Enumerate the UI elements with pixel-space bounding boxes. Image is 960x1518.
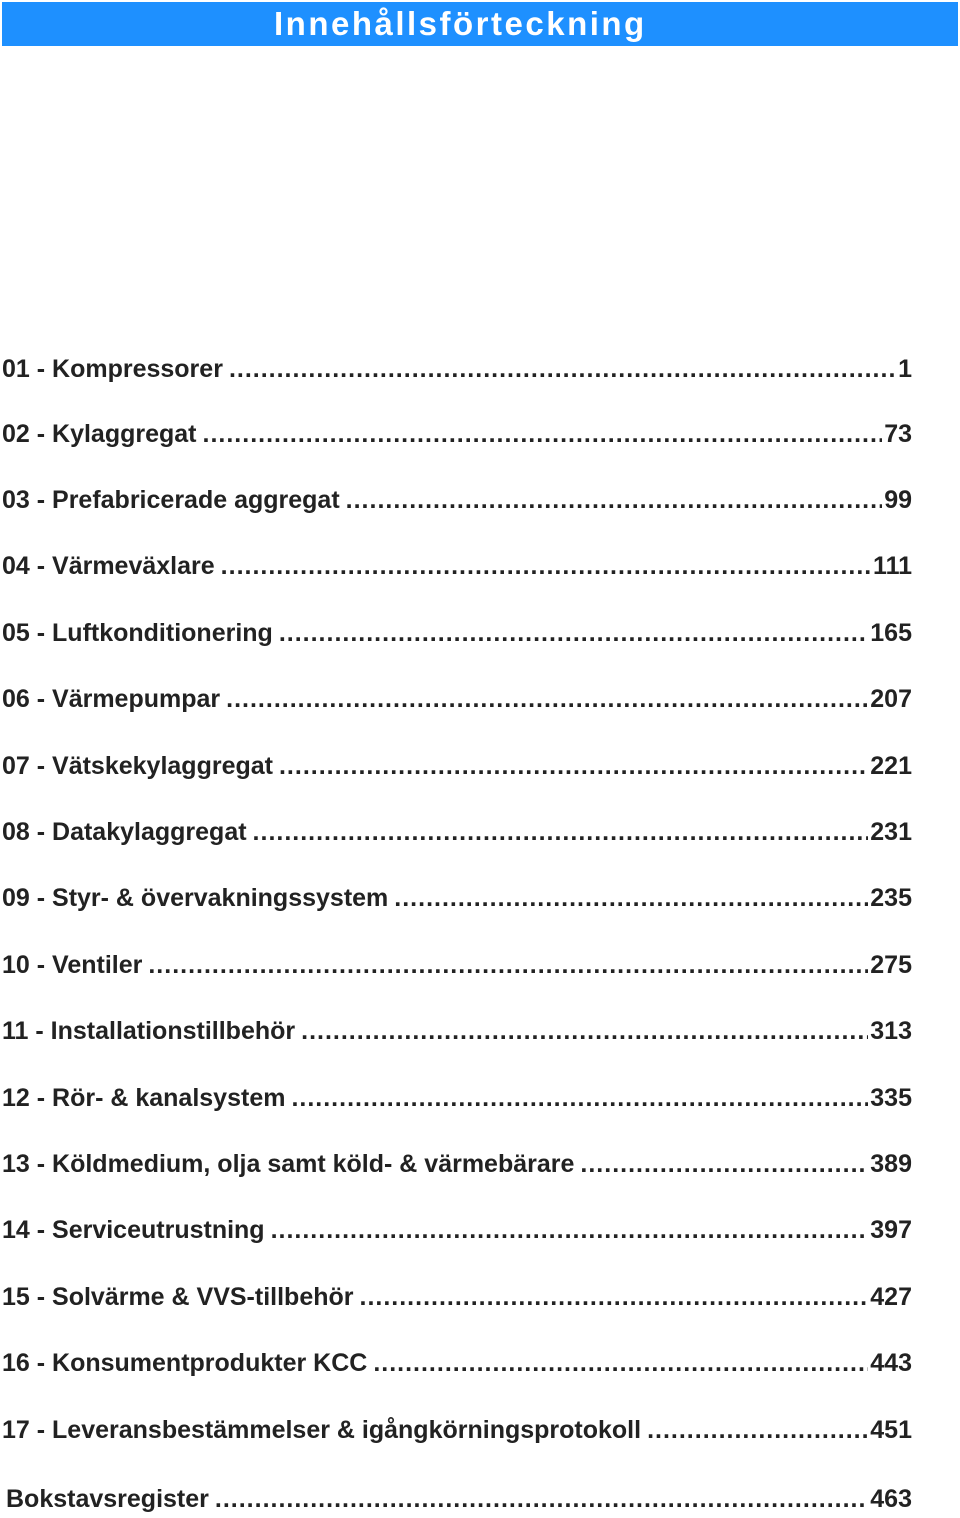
toc-entry-page: 275 xyxy=(870,951,912,979)
toc-entry-label: 02 - Kylaggregat xyxy=(2,420,197,448)
toc-entry-04[interactable] xyxy=(2,551,912,581)
toc-entry-page: 231 xyxy=(870,818,912,846)
toc-entry-page: 389 xyxy=(870,1150,912,1178)
toc-entry-11[interactable] xyxy=(2,1016,912,1046)
toc-entry-06[interactable] xyxy=(2,684,912,714)
dot-leader xyxy=(279,751,868,781)
header-bar xyxy=(2,2,958,46)
toc-entry-page: 165 xyxy=(870,619,912,647)
dot-leader xyxy=(291,1083,868,1113)
dot-leader xyxy=(215,1484,868,1514)
toc-entry-label: 14 - Serviceutrustning xyxy=(2,1216,265,1244)
toc-entry-page: 73 xyxy=(884,420,912,448)
dot-leader xyxy=(373,1348,868,1378)
dot-leader xyxy=(203,419,883,449)
toc-entry-page: 1 xyxy=(898,355,912,383)
dot-leader xyxy=(221,551,871,581)
toc-entry-09[interactable] xyxy=(2,883,912,913)
toc-entry-page: 427 xyxy=(870,1283,912,1311)
toc-entry-07[interactable] xyxy=(2,751,912,781)
toc-entry-label: 09 - Styr- & övervakningssystem xyxy=(2,884,389,912)
dot-leader xyxy=(279,618,868,648)
toc-entry-label: 15 - Solvärme & VVS-tillbehör xyxy=(2,1283,354,1311)
toc-entry-12[interactable] xyxy=(2,1083,912,1113)
toc-entry-page: 313 xyxy=(870,1017,912,1045)
dot-leader xyxy=(226,684,868,714)
toc-entry-17[interactable] xyxy=(2,1415,912,1445)
toc-entry-page: 335 xyxy=(870,1084,912,1112)
toc-entry-page: 463 xyxy=(870,1485,912,1513)
dot-leader xyxy=(346,485,883,515)
toc-entry-page: 221 xyxy=(870,752,912,780)
toc-entry-08[interactable] xyxy=(2,817,912,847)
dot-leader xyxy=(580,1149,868,1179)
toc-entry-label: 17 - Leveransbestämmelser & igångkörningsprotokoll xyxy=(2,1416,642,1444)
toc-entry-page: 451 xyxy=(870,1416,912,1444)
dot-leader xyxy=(647,1415,868,1445)
toc-entry-label: 16 - Konsumentprodukter KCC xyxy=(2,1349,368,1377)
toc-entry-label: 07 - Vätskekylaggregat xyxy=(2,752,273,780)
toc-entry-13[interactable] xyxy=(2,1149,912,1179)
dot-leader xyxy=(360,1282,869,1312)
toc-entry-label: 04 - Värmeväxlare xyxy=(2,552,215,580)
toc-entry-03[interactable] xyxy=(2,485,912,515)
toc-entry-page: 111 xyxy=(873,552,912,580)
toc-entry-label: 13 - Köldmedium, olja samt köld- & värmebärare xyxy=(2,1150,575,1178)
toc-entry-10[interactable] xyxy=(2,950,912,980)
toc-entry-page: 397 xyxy=(870,1216,912,1244)
toc-entry-label: Bokstavsregister xyxy=(6,1485,209,1513)
toc-entry-page: 99 xyxy=(884,486,912,514)
toc-entry-page: 443 xyxy=(870,1349,912,1377)
toc-entry-label: 08 - Datakylaggregat xyxy=(2,818,247,846)
toc-entry-page: 207 xyxy=(870,685,912,713)
toc-entry-02[interactable] xyxy=(2,419,912,449)
toc-entry-label: 01 - Kompressorer xyxy=(2,355,223,383)
toc-entry-label: 11 - Installationstillbehör xyxy=(2,1017,296,1045)
page-title: Innehållsförteckning xyxy=(274,5,647,42)
toc-entry-page: 235 xyxy=(870,884,912,912)
dot-leader xyxy=(394,883,868,913)
toc-entry-14[interactable] xyxy=(2,1215,912,1245)
toc-entry-label: 05 - Luftkonditionering xyxy=(2,619,273,647)
dot-leader xyxy=(253,817,869,847)
toc-entry-index[interactable] xyxy=(6,1484,912,1514)
toc-entry-05[interactable] xyxy=(2,618,912,648)
dot-leader xyxy=(148,950,868,980)
dot-leader xyxy=(229,354,896,384)
toc-entry-label: 03 - Prefabricerade aggregat xyxy=(2,486,340,514)
toc-entry-01[interactable] xyxy=(2,354,912,384)
dot-leader xyxy=(271,1215,869,1245)
toc-entry-label: 06 - Värmepumpar xyxy=(2,685,221,713)
dot-leader xyxy=(301,1016,868,1046)
toc-entry-16[interactable] xyxy=(2,1348,912,1378)
toc-entry-label: 12 - Rör- & kanalsystem xyxy=(2,1084,286,1112)
toc-entry-label: 10 - Ventiler xyxy=(2,951,143,979)
toc-entry-15[interactable] xyxy=(2,1282,912,1312)
